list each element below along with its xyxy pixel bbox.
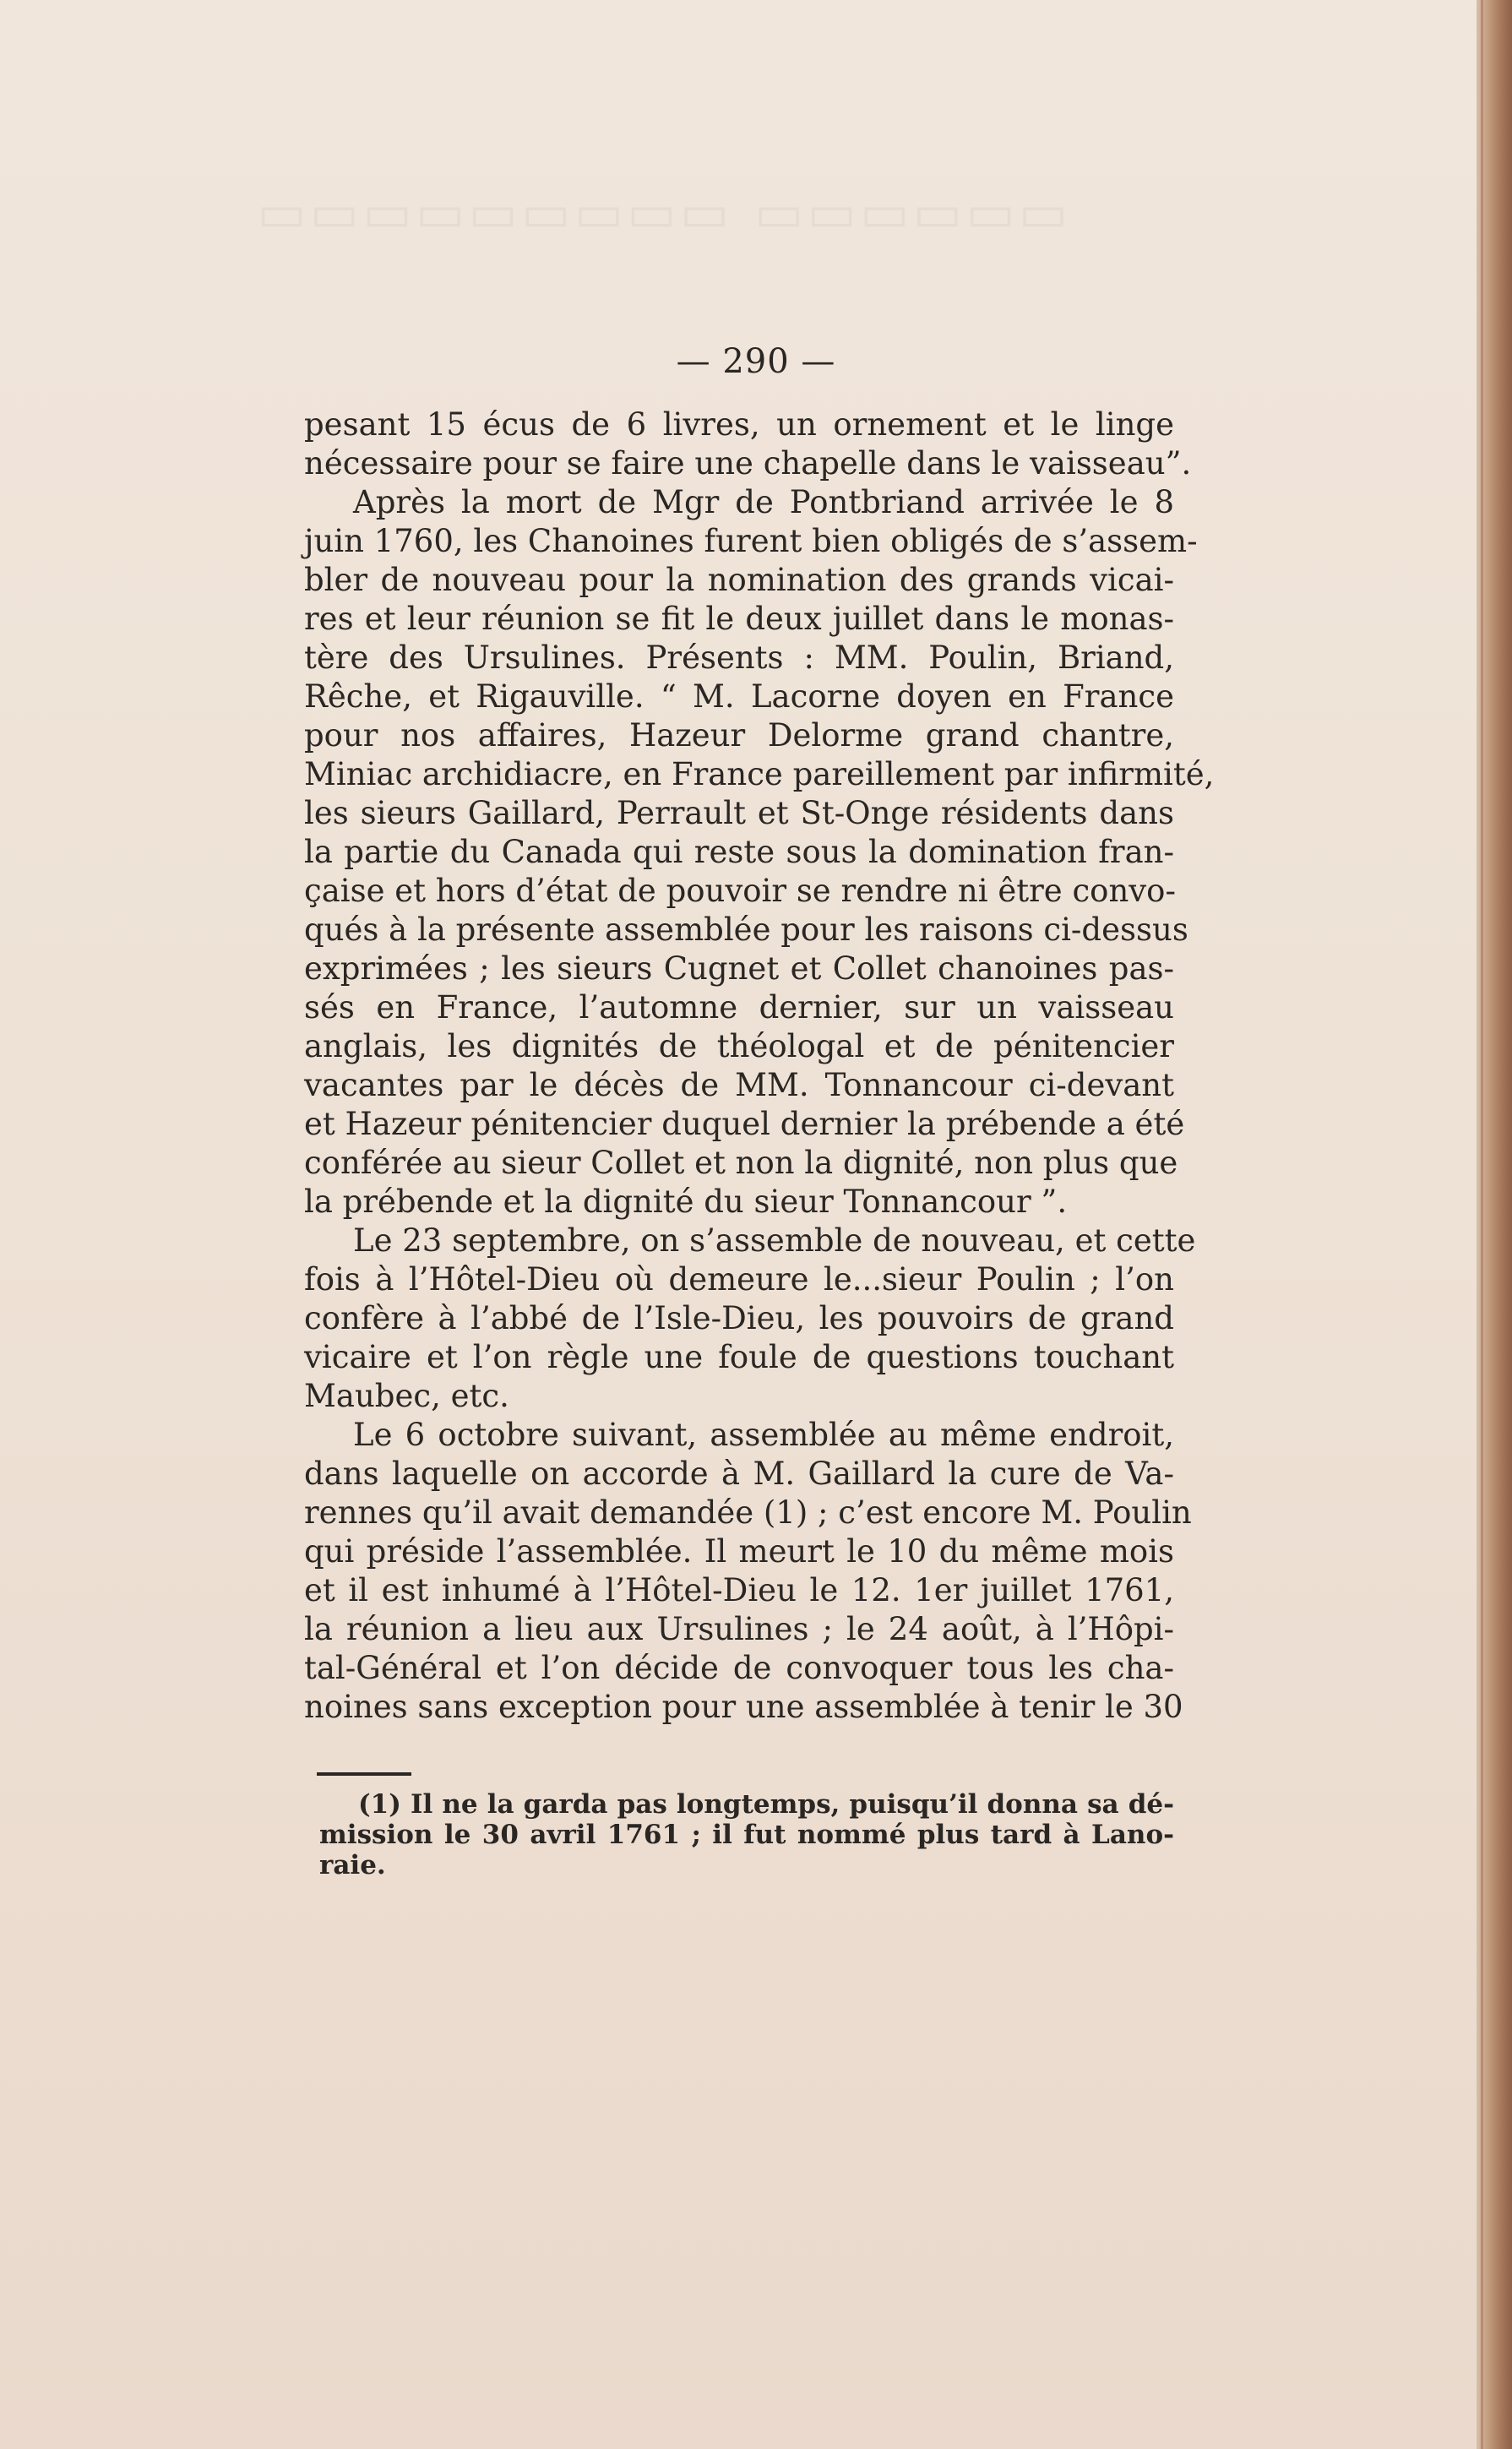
body-text: [304, 405, 1215, 1727]
text-line: la prébende et la dignité du sieur Tonnancour ”.: [304, 1184, 1068, 1220]
text-line: juin 1760, les Chanoines furent bien obligés de s’assem-: [304, 523, 1198, 559]
text-line: qui préside l’assemblée. Il meurt le 10 du même mois: [304, 1533, 1174, 1570]
text-line: conférée au sieur Collet et non la dignité, non plus que: [304, 1145, 1178, 1181]
page-number: — 290 —: [676, 342, 836, 381]
footnote: [319, 1789, 1174, 1880]
text-line: anglais, les dignités de théologal et de pénitencier: [304, 1028, 1174, 1064]
paragraph-start-line: Le 6 octobre suivant, assemblée au même endroit,: [353, 1417, 1174, 1453]
text-line: pesant 15 écus de 6 livres, un ornement et le linge: [304, 406, 1174, 443]
footnote-line: raie.: [319, 1850, 386, 1880]
text-line: dans laquelle on accorde à M. Gaillard la cure de Va-: [304, 1456, 1174, 1492]
text-line: et il est inhumé à l’Hôtel-Dieu le 12. 1er juillet 1761,: [304, 1572, 1174, 1608]
text-line: vacantes par le décès de MM. Tonnancour ci-devant: [304, 1067, 1174, 1103]
text-line: noines sans exception pour une assemblée à tenir le 30: [304, 1689, 1183, 1725]
text-line: la réunion a lieu aux Ursulines ; le 24 août, à l’Hôpi-: [304, 1611, 1174, 1647]
paragraph-start-line: Le 23 septembre, on s’assemble de nouveau, et cette: [353, 1222, 1196, 1259]
text-line: fois à l’Hôtel-Dieu où demeure le...sieur Poulin ; l’on: [304, 1261, 1174, 1298]
bleed-through-text: [253, 182, 1068, 243]
text-line: nécessaire pour se faire une chapelle dans le vaisseau”.: [304, 445, 1192, 482]
text-line: çaise et hors d’état de pouvoir se rendre ni être convo-: [304, 873, 1176, 909]
footnote-line: mission le 30 avril 1761 ; il fut nommé plus tard à Lano-: [319, 1820, 1174, 1850]
text-line: pour nos affaires, Hazeur Delorme grand chantre,: [304, 717, 1174, 754]
text-line: exprimées ; les sieurs Cugnet et Collet chanoines pas-: [304, 950, 1174, 987]
text-line: sés en France, l’automne dernier, sur un vaisseau: [304, 989, 1174, 1026]
text-line: tal-Général et l’on décide de convoquer tous les cha-: [304, 1650, 1174, 1686]
text-line: Rêche, et Rigauville. “ M. Lacorne doyen en France: [304, 678, 1174, 715]
text-line: qués à la présente assemblée pour les raisons ci-dessus: [304, 912, 1188, 948]
text-line: les sieurs Gaillard, Perrault et St-Onge résidents dans: [304, 795, 1174, 831]
text-line: vicaire et l’on règle une foule de questions touchant: [304, 1339, 1174, 1375]
text-line: res et leur réunion se fit le deux juillet dans le monas-: [304, 601, 1174, 637]
text-line: bler de nouveau pour la nomination des grands vicai-: [304, 562, 1174, 598]
text-line: Maubec, etc.: [304, 1378, 509, 1414]
text-line: tère des Ursulines. Présents : MM. Poulin, Briand,: [304, 639, 1174, 676]
text-line: Miniac archidiacre, en France pareillement par infirmité,: [304, 756, 1215, 792]
footnote-line: (1) Il ne la garda pas longtemps, puisqu’il donna sa dé-: [358, 1789, 1174, 1820]
text-line: rennes qu’il avait demandée (1) ; c’est encore M. Poulin: [304, 1494, 1192, 1531]
paragraph-start-line: Après la mort de Mgr de Pontbriand arrivée le 8: [353, 484, 1174, 520]
text-line: et Hazeur pénitencier duquel dernier la prébende a été: [304, 1106, 1185, 1142]
footnote-divider: [317, 1772, 411, 1776]
text-line: la partie du Canada qui reste sous la domination fran-: [304, 834, 1174, 870]
text-line: confère à l’abbé de l’Isle-Dieu, les pouvoirs de grand: [304, 1300, 1174, 1336]
